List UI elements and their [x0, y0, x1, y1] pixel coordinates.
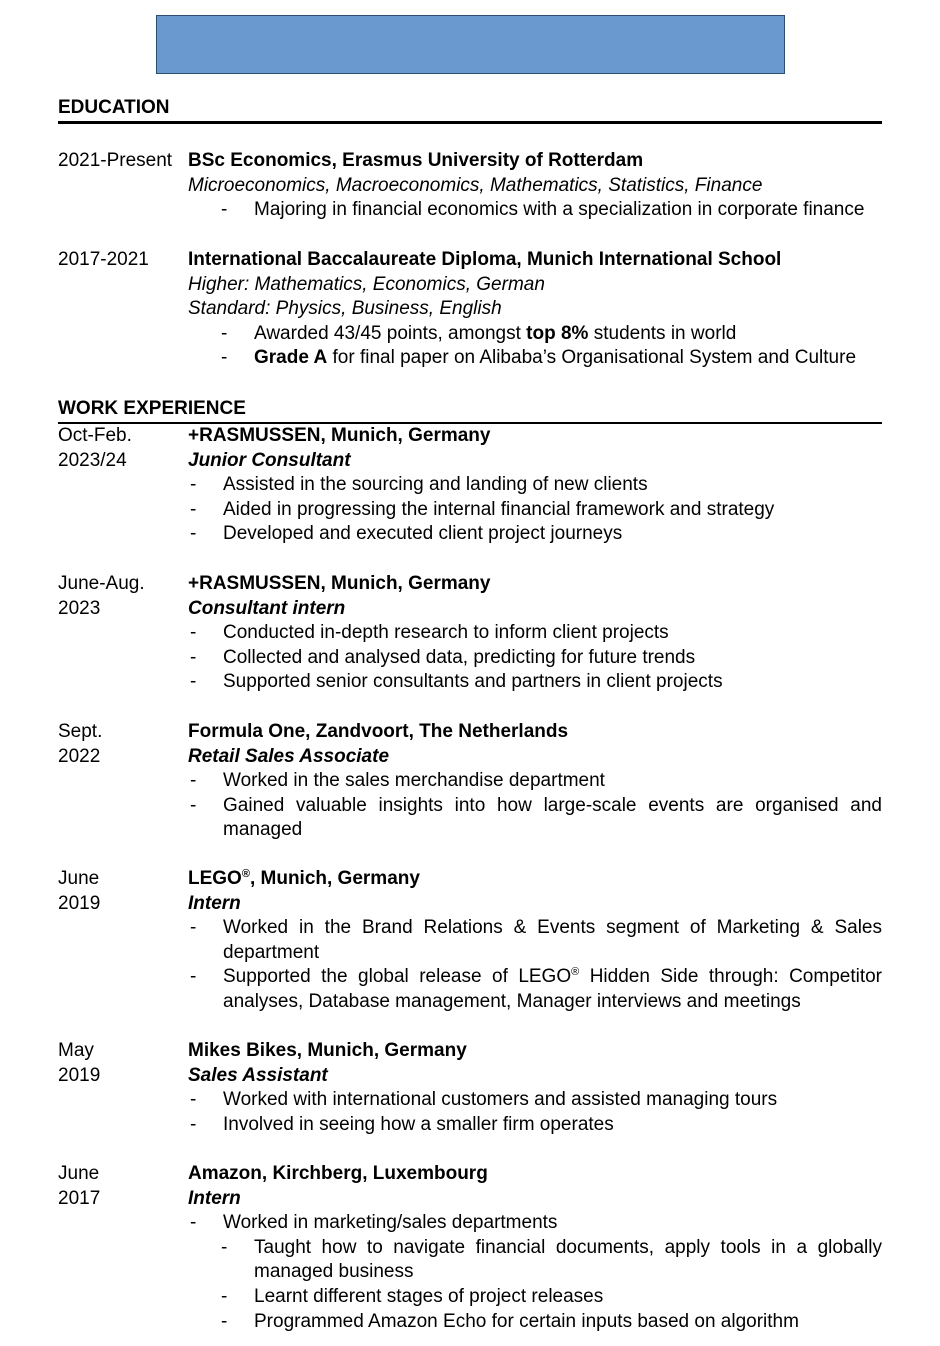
bullet-item: - Worked in marketing/sales departments	[190, 1212, 558, 1234]
work-entry	[58, 424, 882, 547]
sub-bullet-item: - Programmed Amazon Echo for certain inputs based on algorithm	[221, 1310, 799, 1332]
entry-subjects: Microeconomics, Macroeconomics, Mathematics, Statistics, Finance	[188, 174, 763, 196]
entry-date: June-Aug. 2023	[58, 573, 145, 619]
bullet-item: - Developed and executed client project journeys	[190, 523, 623, 545]
name-header-box	[156, 15, 785, 74]
bullet-item: - Conducted in-depth research to inform client projects	[190, 622, 669, 644]
bullet-item: - Majoring in financial economics with a specialization in corporate finance	[221, 199, 865, 221]
bullet-item: - Involved in seeing how a smaller firm operates	[190, 1113, 614, 1135]
bullet-item: - Supported senior consultants and partners in client projects	[190, 671, 723, 693]
entry-company: Mikes Bikes, Munich, Germany	[188, 1040, 467, 1061]
entry-date: June 2017	[58, 1163, 101, 1209]
bullet-item: - Worked in the Brand Relations & Events segment of Marketing & Sales department	[190, 917, 882, 963]
entry-role: Consultant intern	[188, 597, 346, 619]
entry-date: 2017-2021	[58, 249, 149, 270]
entry-company: +RASMUSSEN, Munich, Germany	[188, 573, 491, 594]
work-entry	[58, 1162, 882, 1334]
education-divider	[58, 121, 882, 124]
entry-title: International Baccalaureate Diploma, Munich International School	[188, 249, 782, 270]
entry-subjects-higher: Higher: Mathematics, Economics, German	[188, 273, 545, 295]
education-entry	[58, 149, 882, 223]
entry-role: Sales Assistant	[188, 1064, 328, 1086]
section-work-heading: WORK EXPERIENCE	[58, 398, 246, 419]
section-education-heading: EDUCATION	[58, 97, 170, 118]
work-entry	[58, 720, 882, 843]
work-entry	[58, 572, 882, 695]
entry-role: Intern	[188, 1187, 241, 1209]
work-entry	[58, 1039, 882, 1137]
bullet-item: - Awarded 43/45 points, amongst top 8% students in world	[221, 322, 737, 344]
entry-company: +RASMUSSEN, Munich, Germany	[188, 425, 491, 446]
bullet-item: - Supported the global release of LEGO® Hidden Side through: Competitor analyses, Database management, Manager interviews and meetings	[190, 966, 882, 1012]
bullet-item: - Assisted in the sourcing and landing of new clients	[190, 474, 648, 496]
entry-company: Formula One, Zandvoort, The Netherlands	[188, 721, 569, 742]
bullet-item: - Aided in progressing the internal financial framework and strategy	[190, 498, 775, 520]
entry-date: May 2019	[58, 1040, 101, 1086]
sub-bullet-item: - Taught how to navigate financial documents, apply tools in a globally managed business	[221, 1236, 882, 1283]
entry-date: Oct-Feb. 2023/24	[58, 425, 132, 471]
entry-date: 2021-Present	[58, 150, 173, 171]
entry-role: Retail Sales Associate	[188, 745, 390, 767]
work-entry	[58, 867, 882, 1015]
entry-company: Amazon, Kirchberg, Luxembourg	[188, 1163, 488, 1184]
entry-company: LEGO®, Munich, Germany	[188, 868, 420, 889]
entry-date: June 2019	[58, 868, 101, 914]
entry-subjects-standard: Standard: Physics, Business, English	[188, 298, 502, 320]
bullet-item: - Worked with international customers and assisted managing tours	[190, 1089, 778, 1111]
entry-role: Intern	[188, 892, 241, 914]
bullet-item: - Gained valuable insights into how large-scale events are organised and managed	[190, 794, 882, 841]
entry-role: Junior Consultant	[188, 449, 351, 471]
bullet-item: - Worked in the sales merchandise department	[190, 770, 605, 792]
bullet-item: - Collected and analysed data, predicting for future trends	[190, 646, 696, 668]
sub-bullet-item: - Learnt different stages of project releases	[221, 1285, 604, 1307]
entry-title: BSc Economics, Erasmus University of Rotterdam	[188, 150, 644, 171]
education-entry	[58, 248, 882, 371]
bullet-item: - Grade A for final paper on Alibaba’s Organisational System and Culture	[221, 347, 857, 369]
entry-date: Sept. 2022	[58, 721, 103, 767]
